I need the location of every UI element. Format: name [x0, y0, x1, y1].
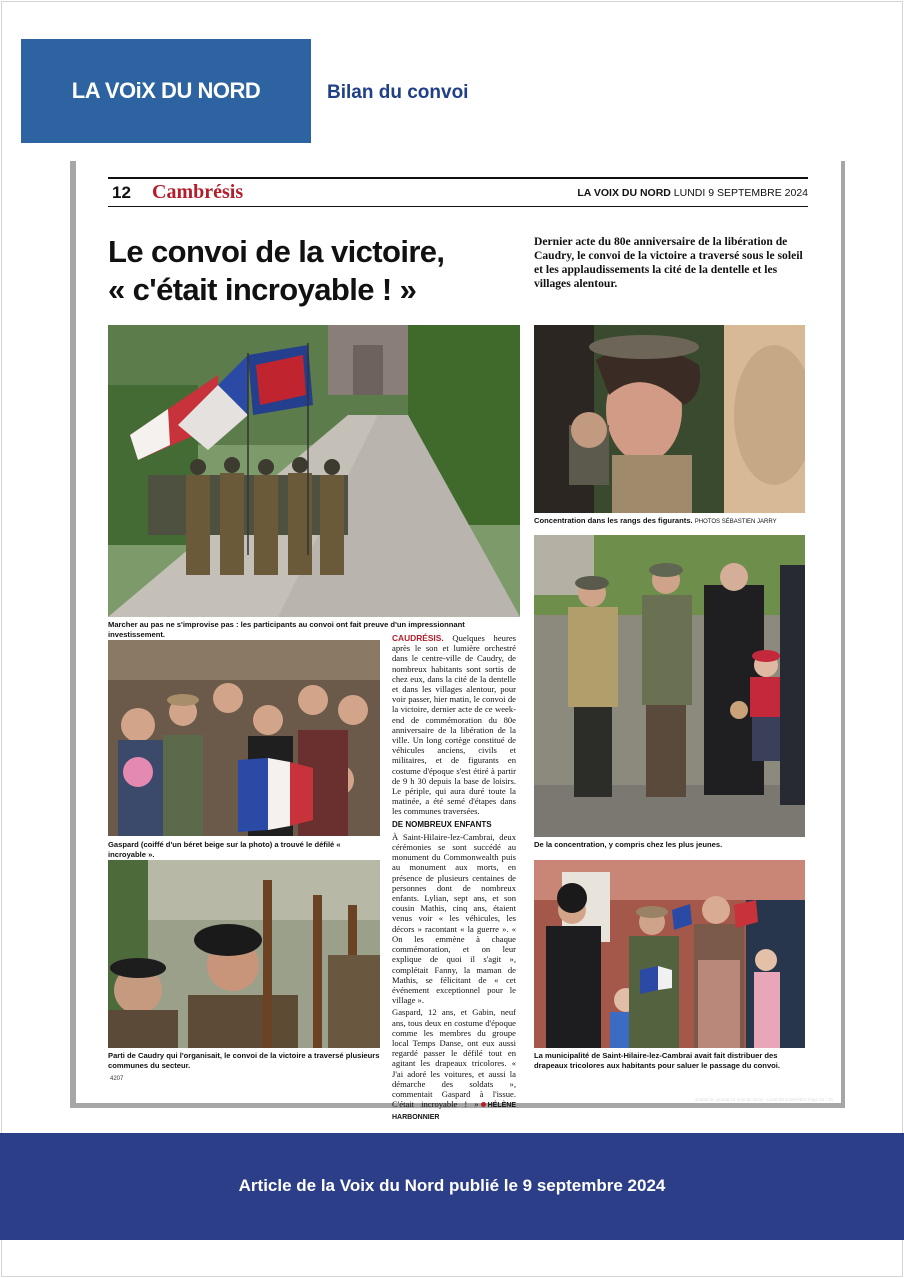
photo-soldiers-rifles: [108, 860, 380, 1048]
article-lead: CAUDRÉSIS.: [392, 633, 444, 643]
photo-soldiers-children: [534, 535, 805, 837]
footer-text: Article de la Voix du Nord publié le 9 septembre 2024: [238, 1175, 666, 1195]
footer-banner: [0, 1133, 904, 1240]
newspaper-scan: [70, 161, 845, 1122]
photo-credit: PHOTOS SÉBASTIEN JARRY: [694, 519, 777, 525]
page-number: 12: [112, 183, 131, 202]
caption-crowd: Gaspard (coiffé d'un béret beige sur la photo) a trouvé le défilé « incroyable ».: [108, 840, 341, 859]
photo-crowd-flag: [108, 640, 380, 836]
newspaper-page-header: [108, 177, 808, 207]
caption-parade: Marcher au pas ne s'improvise pas : les participants au convoi ont fait preuve d'un impressionnant investissement.: [108, 620, 465, 639]
photo-parade-flags: [108, 325, 520, 617]
article-paragraph-3: Gaspard, 12 ans, et Gabin, neuf ans, tous deux en costume d'époque comme les membres du groupe local Temps Danse, ont eux aussi regardé passer le défilé tout en agitant les drapeaux tricolores. « J'ai adoré les voitures, et aussi la démarche des soldats », commentait Gaspard à l'issue. C'était incroyable ! »: [392, 1007, 516, 1110]
headline-line-1: Le convoi de la victoire,: [108, 234, 445, 269]
article-body: [392, 633, 516, 1126]
document-title: Bilan du convoi: [327, 82, 469, 103]
masthead-date: LUNDI 9 SEPTEMBRE 2024: [673, 187, 808, 199]
photo-woman-portrait: [534, 325, 805, 513]
newspaper-page: [76, 161, 841, 1122]
section-name: Cambrésis: [152, 181, 244, 203]
masthead: [577, 187, 808, 199]
caption-portrait: [534, 516, 805, 528]
headline-line-2: « c'était incroyable ! »: [108, 272, 417, 307]
signature-dot-icon: [481, 1102, 486, 1107]
article-signature: HÉLÈNE HARBONNIER: [392, 1102, 516, 1122]
caption-rifles: Parti de Caudry qui l'organisait, le convoi de la victoire a traversé plusieurs communes du secteur.: [108, 1051, 380, 1070]
article-paragraph-1: Quelques heures après le son et lumière orchestré dans le centre-ville de Caudry, de nombreux habitants sont sortis de chez eux, dans la cité de la dentelle et dans les villages alentour, pour voir passer, hier matin, le convoi de la victoire, dernier acte de ce week-end de commémoration du 80e anniversaire de la libération de la ville. Un long cortège constitué de véhicules anciens, civils et militaires, et de figurants en costume d'époque s'est étiré à partir de 9 h 30 depuis la base de loisirs. Le périple, qui aura duré toute la matinée, a été semé d'étapes dans les communes traversées.: [392, 633, 516, 817]
article-subhead: DE NOMBREUX ENFANTS: [392, 819, 492, 829]
caption-municipality: La municipalité de Saint-Hilaire-lez-Cambrai avait fait distribuer des drapeaux tricolores aux habitants pour saluer le passage du convoi.: [534, 1051, 781, 1070]
article-headline: [108, 233, 508, 309]
article-standfirst: Dernier acte du 80e anniversaire de la libération de Caudry, le convoi de la victoire a traversé sous le soleil et les applaudissements la cité de la dentelle et les villages alentour.: [534, 235, 803, 290]
scan-footer-note: Extrait du journal La Voix du Nord - Lundi 09 septembre Page 12 / 15: [695, 1097, 833, 1102]
la-voix-du-nord-logo: [21, 39, 311, 143]
photo-municipality-flags: [534, 860, 805, 1048]
article-paragraph-2: À Saint-Hilaire-lez-Cambrai, deux cérémonies se sont succédé au monument du Commonwealth puis au monument aux morts, en présence de plusieurs centaines de personnes dont de nombreux enfants. Lylian, sept ans, et son cousin Mathis, cinq ans, étaient venus voir « les véhicules, les décors » racontant « la guerre ». « On les emmène à chaque commémoration, et on leur explique de quoi il s'agit », complétait Fanny, la maman de Mathis, se félicitant de « cet événement exceptionnel pour le village ».: [392, 831, 516, 1006]
caption-portrait-text: Concentration dans les rangs des figurants.: [534, 516, 693, 525]
logo-text: LA VOiX DU NORD: [71, 78, 261, 103]
masthead-name: LA VOIX DU NORD: [577, 187, 671, 199]
caption-soldiers: De la concentration, y compris chez les plus jeunes.: [534, 840, 723, 849]
page-code: 4207: [110, 1076, 124, 1082]
